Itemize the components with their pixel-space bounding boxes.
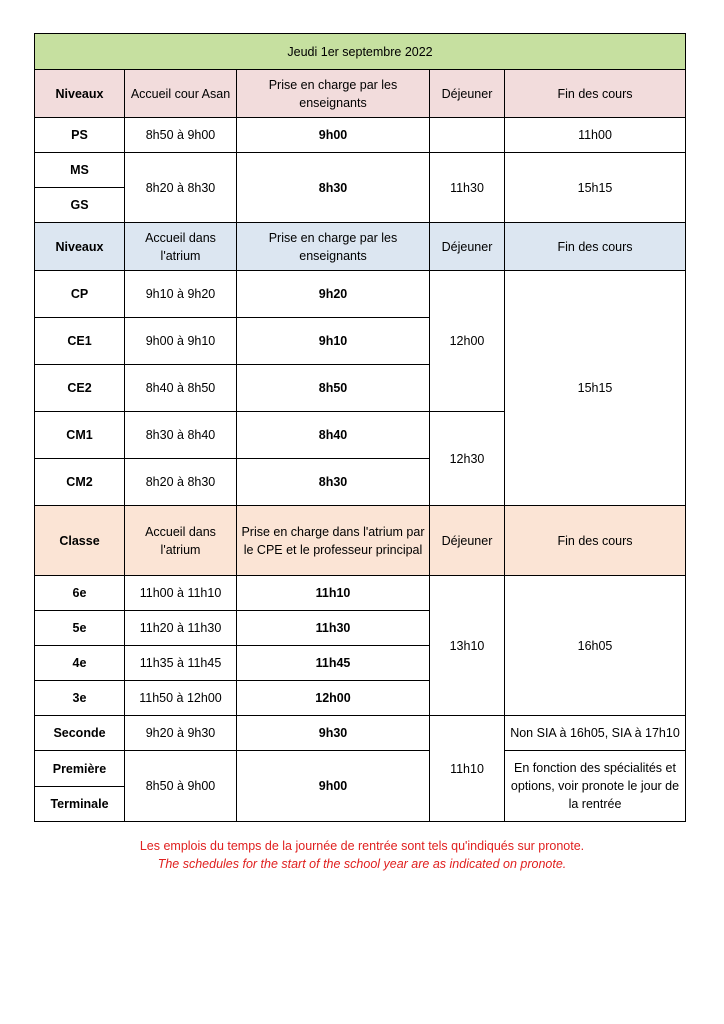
level-label: PS xyxy=(35,118,125,153)
accueil-cell: 9h00 à 9h10 xyxy=(125,318,237,365)
header-dejeuner: Déjeuner xyxy=(430,70,505,118)
accueil-cell: 8h50 à 9h00 xyxy=(125,118,237,153)
level-label: CM2 xyxy=(35,459,125,506)
header-prise: Prise en charge par les enseignants xyxy=(237,223,430,271)
dejeuner-cell xyxy=(430,118,505,153)
prise-cell: 11h10 xyxy=(237,576,430,611)
dejeuner-cell: 13h10 xyxy=(430,576,505,716)
dejeuner-cell: 12h00 xyxy=(430,271,505,412)
page-title: Jeudi 1er septembre 2022 xyxy=(35,34,686,70)
header-row-elementaire xyxy=(35,223,686,271)
prise-cell: 8h40 xyxy=(237,412,430,459)
level-label: MS xyxy=(35,153,125,188)
prise-cell: 11h45 xyxy=(237,646,430,681)
fin-cell: 16h05 xyxy=(505,576,686,716)
table-row xyxy=(35,153,686,188)
level-label: Seconde xyxy=(35,716,125,751)
header-prise: Prise en charge dans l'atrium par le CPE et le professeur principal xyxy=(237,506,430,576)
level-label: 4e xyxy=(35,646,125,681)
prise-cell: 9h10 xyxy=(237,318,430,365)
header-accueil: Accueil dans l'atrium xyxy=(125,223,237,271)
prise-cell: 9h20 xyxy=(237,271,430,318)
level-label: Terminale xyxy=(35,787,125,822)
accueil-cell: 9h20 à 9h30 xyxy=(125,716,237,751)
accueil-cell: 11h50 à 12h00 xyxy=(125,681,237,716)
prise-cell: 12h00 xyxy=(237,681,430,716)
footer-notes xyxy=(0,837,724,873)
accueil-cell: 8h20 à 8h30 xyxy=(125,459,237,506)
fin-cell: Non SIA à 16h05, SIA à 17h10 xyxy=(505,716,686,751)
header-dejeuner: Déjeuner xyxy=(430,223,505,271)
fin-cell: 15h15 xyxy=(505,271,686,506)
accueil-cell: 9h10 à 9h20 xyxy=(125,271,237,318)
header-prise: Prise en charge par les enseignants xyxy=(237,70,430,118)
table-row xyxy=(35,716,686,751)
dejeuner-cell: 11h10 xyxy=(430,716,505,822)
table-row xyxy=(35,576,686,611)
fin-cell: 11h00 xyxy=(505,118,686,153)
prise-cell: 8h50 xyxy=(237,365,430,412)
level-label: 5e xyxy=(35,611,125,646)
table-row xyxy=(35,271,686,318)
accueil-cell: 11h00 à 11h10 xyxy=(125,576,237,611)
prise-cell: 9h30 xyxy=(237,716,430,751)
table-row xyxy=(35,118,686,153)
header-fin: Fin des cours xyxy=(505,70,686,118)
schedule-table xyxy=(34,33,686,822)
header-dejeuner: Déjeuner xyxy=(430,506,505,576)
header-classe: Classe xyxy=(35,506,125,576)
header-fin: Fin des cours xyxy=(505,223,686,271)
level-label: GS xyxy=(35,188,125,223)
dejeuner-cell: 11h30 xyxy=(430,153,505,223)
accueil-cell: 11h20 à 11h30 xyxy=(125,611,237,646)
prise-cell: 8h30 xyxy=(237,153,430,223)
accueil-cell: 11h35 à 11h45 xyxy=(125,646,237,681)
header-row-college xyxy=(35,506,686,576)
level-label: Première xyxy=(35,751,125,787)
header-accueil: Accueil cour Asan xyxy=(125,70,237,118)
level-label: CP xyxy=(35,271,125,318)
header-niveaux: Niveaux xyxy=(35,70,125,118)
header-accueil: Accueil dans l'atrium xyxy=(125,506,237,576)
accueil-cell: 8h40 à 8h50 xyxy=(125,365,237,412)
level-label: CE2 xyxy=(35,365,125,412)
note-french: Les emplois du temps de la journée de rentrée sont tels qu'indiqués sur pronote. xyxy=(139,839,585,853)
fin-cell: En fonction des spécialités et options, voir pronote le jour de la rentrée xyxy=(505,751,686,822)
dejeuner-cell: 12h30 xyxy=(430,412,505,506)
level-label: 3e xyxy=(35,681,125,716)
level-label: CM1 xyxy=(35,412,125,459)
prise-cell: 8h30 xyxy=(237,459,430,506)
fin-cell: 15h15 xyxy=(505,153,686,223)
prise-cell: 9h00 xyxy=(237,118,430,153)
header-fin: Fin des cours xyxy=(505,506,686,576)
note-english: The schedules for the start of the school year are as indicated on pronote. xyxy=(157,857,567,871)
prise-cell: 11h30 xyxy=(237,611,430,646)
accueil-cell: 8h30 à 8h40 xyxy=(125,412,237,459)
accueil-cell: 8h50 à 9h00 xyxy=(125,751,237,822)
header-niveaux: Niveaux xyxy=(35,223,125,271)
table-row xyxy=(35,751,686,787)
accueil-cell: 8h20 à 8h30 xyxy=(125,153,237,223)
header-row-maternelle xyxy=(35,70,686,118)
prise-cell: 9h00 xyxy=(237,751,430,822)
level-label: 6e xyxy=(35,576,125,611)
level-label: CE1 xyxy=(35,318,125,365)
